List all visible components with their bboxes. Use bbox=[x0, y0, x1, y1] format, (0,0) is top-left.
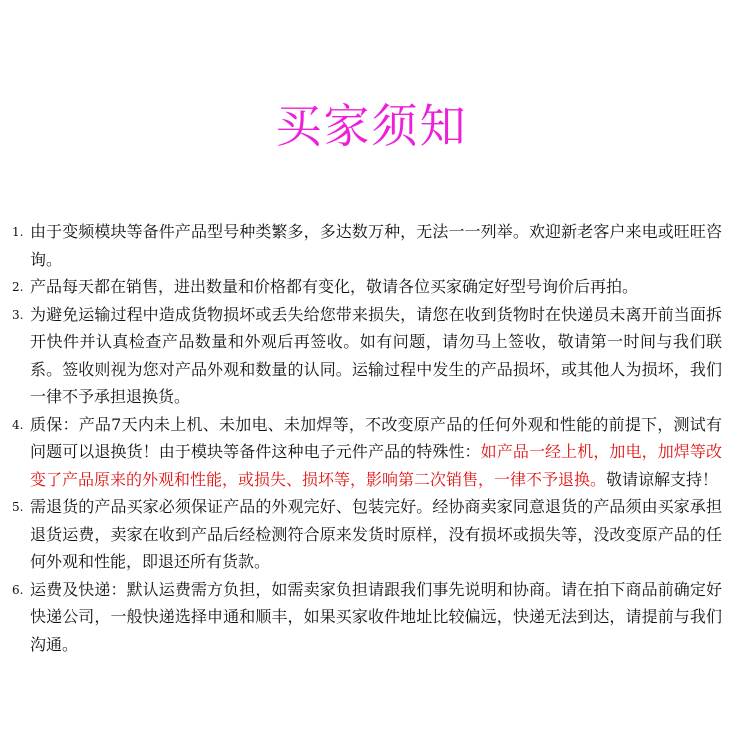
warning-text: 如产品一经上机，加电，加焊等改变了产品原来的外观和性能，或损失、损坏等，影响第二次销售，一律不予退换。 bbox=[30, 442, 722, 489]
rule-text: 由于变频模块等备件产品型号种类繁多，多达数万种，无法一一列举。欢迎新老客户来电或旺旺咨询。 bbox=[30, 222, 722, 269]
rule-item-4 bbox=[12, 411, 722, 494]
rule-number: 3. bbox=[12, 307, 24, 322]
rule-item-3 bbox=[12, 301, 722, 411]
rule-text: 质保：产品7天内未上机、未加电、未加焊等，不改变原产品的任何外观和性能的前提下，测试有问题可以退换货！由于模块等备件这种电子元件产品的特殊性： bbox=[30, 414, 722, 461]
rule-text: 需退货的产品买家必须保证产品的外观完好、包装完好。经协商卖家同意退货的产品须由买家承担退货运费，卖家在收到产品后经检测符合原来发货时原样，没有损坏或损失等，没改变原产品的任何外观和性能，即退还所有货款。 bbox=[30, 497, 722, 571]
rule-number: 6. bbox=[12, 582, 24, 597]
rule-number: 1. bbox=[12, 225, 24, 239]
rule-item-2 bbox=[12, 273, 722, 301]
rule-text: 产品每天都在销售，进出数量和价格都有变化，敬请各位买家确定好型号询价后再拍。 bbox=[30, 277, 639, 296]
rule-item-6 bbox=[12, 576, 722, 659]
page-title: 买家须知 bbox=[275, 99, 468, 153]
rule-item-1 bbox=[12, 218, 722, 273]
rules-list bbox=[12, 218, 722, 658]
rule-text: 运费及快递：默认运费需方负担，如需卖家负担请跟我们事先说明和协商。请在拍下商品前确定好快递公司，一般快递选择申通和顺丰，如果买家收件地址比较偏远，快递无法到达，请提前与我们沟通。 bbox=[30, 579, 722, 654]
rule-number: 2. bbox=[12, 280, 24, 294]
rule-text-closing: 敬请谅解支持！ bbox=[606, 469, 719, 489]
rule-text: 为避免运输过程中造成货物损坏或丢失给您带来损失，请您在收到货物时在快递员未离开前当面拆开快件并认真检查产品数量和外观后再签收。如有问题，请勿马上签收，敬请第一时间与我们联系。签收则视为您对产品外观和数量的认同。运输过程中发生的产品损坏，或其他人为损坏，我们一律不予承担退换货。 bbox=[30, 304, 722, 406]
rule-number: 5. bbox=[12, 500, 24, 514]
rule-item-5 bbox=[12, 493, 722, 576]
rule-number: 4. bbox=[12, 417, 24, 432]
